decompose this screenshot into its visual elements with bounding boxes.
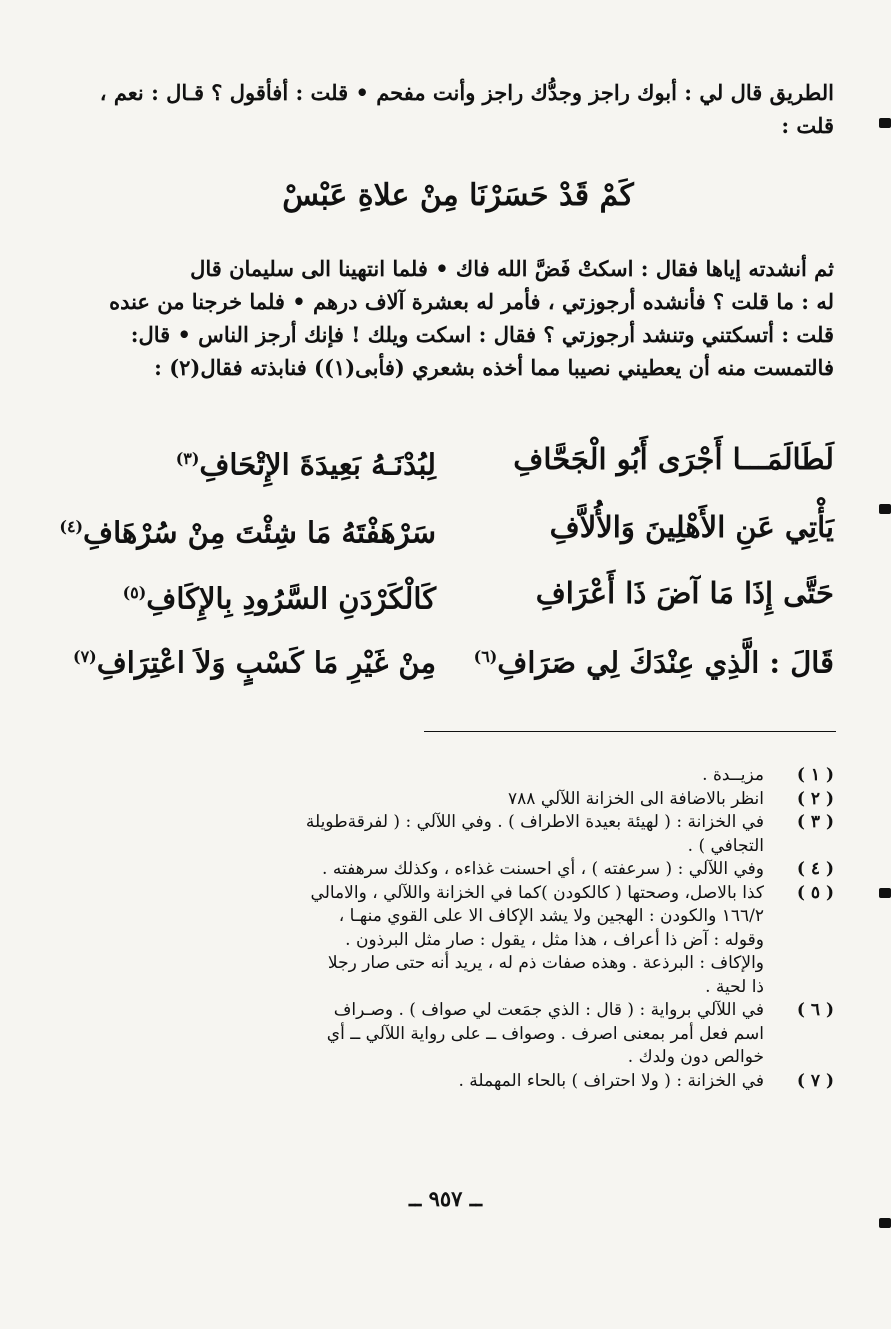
verse-row	[73, 628, 834, 686]
footnote	[82, 882, 834, 1000]
verse-row	[82, 564, 834, 622]
footnote-line: ذا لحية .	[705, 976, 764, 997]
footnote-line: في الخزانة : ( لهيئة بعيدة الاطراف ) . وفي اللآلي : ( لفرقةطويلة	[305, 812, 764, 832]
footnote-line: انظر بالاضافة الى الخزانة اللآلي ٧٨٨	[508, 788, 764, 809]
page-number: ــ ٩٥٧ ــ	[408, 1186, 483, 1211]
footnote-marker: (٥)	[122, 583, 147, 602]
footnote-number: ( ٧ )	[796, 1070, 834, 1091]
footnote	[82, 764, 834, 788]
footnote-number: ( ١ )	[796, 765, 834, 785]
footnote-number: ( ٣ )	[796, 812, 834, 832]
binding-mark	[879, 504, 891, 514]
footnote-marker: (٤)	[59, 517, 84, 536]
paragraph-line: فالتمست منه أن يعطيني نصيبا مما أخذه بشعري (فأبى(١)) فنابذته فقال(٢) :	[154, 355, 834, 380]
footnote-number: ( ٥ )	[796, 882, 834, 903]
hemistich-text: كَالْكَرْدَنِ السَّرُودِ بِالإِكَافِ	[146, 581, 436, 616]
footnote-number: ( ٢ )	[796, 788, 834, 809]
footnote-line: في اللآلي برواية : ( قال : الذي جمَعت لي صواف ) . وصـراف	[333, 1000, 764, 1020]
footnote-line: كذا بالاصل، وصحتها ( كالكودن )كما في الخزانة واللآلي ، والامالي	[310, 882, 764, 903]
verse-second-hemistich	[96, 430, 436, 494]
footnote-line: التجافي ) .	[687, 835, 764, 856]
hemistich-text: لِبُدْنَـهُ بَعِيدَةَ الإِتْحَافِ	[199, 447, 436, 482]
footnote-line: مزيــدة .	[702, 765, 764, 785]
binding-mark	[879, 1218, 891, 1228]
hemistich-text: مِنْ غَيْرِ مَا كَسْبٍ وَلاَ اعْتِرَافِ	[96, 645, 436, 680]
binding-mark	[879, 118, 891, 128]
footnote	[82, 788, 834, 812]
footnote	[82, 999, 834, 1070]
footnote-number: ( ٤ )	[796, 859, 834, 879]
verse-first-hemistich: حَتَّى إِذَا مَا آضَ ذَا أَعْرَافِ	[535, 576, 834, 610]
footnote-text	[82, 858, 764, 882]
footnote-separator	[424, 731, 836, 732]
paragraph-line: قلت : أتسكتني وتنشد أرجوزتي ؟ فقال : اسكت ويلك ! فإنك أرجز الناس • قال:	[130, 322, 834, 347]
verse-first-hemistich: يَأْتِي عَنِ الأَهْلِينَ وَالأُلاَّفِ	[549, 510, 834, 544]
footnote	[82, 1070, 834, 1094]
paragraph-line: له : ما قلت ؟ فأنشده أرجوزتي ، فأمر له بعشرة آلاف درهم • فلما خرجنا من عنده	[109, 289, 834, 314]
verse-first-hemistich: لَطَالَمَـــا أَجْرَى أَبُو الْجَحَّافِ	[513, 442, 834, 476]
footnote-text	[82, 999, 764, 1070]
footnote-marker: (٣)	[175, 449, 200, 468]
footnote-text	[82, 882, 764, 1000]
footnote-line: خوالص دون ولدك .	[627, 1047, 764, 1067]
paragraph-intro: الطريق قال لي : أبوك راجز وجدُّك راجز وأنت مفحم • قلت : أفأقول ؟ قـال : نعم ، قلت :	[99, 80, 834, 138]
footnote-text	[82, 764, 764, 788]
footnote-text	[82, 788, 764, 812]
footnote	[82, 858, 834, 882]
footnote-text	[82, 811, 764, 858]
verse-first-hemistich	[473, 628, 834, 692]
paragraph-narrative	[82, 252, 834, 384]
footnotes	[82, 764, 834, 1093]
footnote	[82, 811, 834, 858]
verse-second-hemistich	[59, 498, 436, 562]
footnote-number: ( ٦ )	[796, 1000, 834, 1020]
verse-second-hemistich	[96, 564, 436, 628]
footnote-line: في الخزانة : ( ولا احتراف ) بالحاء المهملة .	[458, 1070, 764, 1091]
verse-row	[59, 498, 834, 556]
binding-mark	[879, 888, 891, 898]
footnote-marker: (٦)	[473, 647, 498, 666]
footnote-text	[82, 1070, 764, 1094]
verse-row	[82, 430, 834, 488]
paragraph-line: ثم أنشدته إياها فقال : اسكتْ فَضَّ الله فاك • فلما انتهينا الى سليمان قال	[190, 256, 834, 281]
hemistich-text: قَالَ : الَّذِي عِنْدَكَ لِي صَرَافِ	[497, 645, 834, 680]
footnote-line: والإكاف : البرذعة . وهذه صفات ذم له ، يريد أنه حتى صار رجلا	[327, 953, 764, 973]
footnote-line: ١٦٦/٢ والكودن : الهجين ولا يشد الإكاف الا على القوي منهـا ،	[338, 906, 764, 926]
footnote-marker: (٧)	[73, 647, 97, 666]
verse-quote-centered: كَمْ قَدْ حَسَرْنَا مِنْ علاةِ عَبْسْ	[282, 178, 634, 213]
footnote-line: وفي اللآلي : ( سرعفته ) ، أي احسنت غذاءه ، وكذلك سرهفته .	[322, 859, 764, 879]
footnote-line: وقوله : آض ذا أعراف ، هذا مثل ، يقول : صار مثل البرذون .	[345, 929, 764, 950]
footnote-line: اسم فعل أمر بمعنى اصرف . وصواف ــ على رواية اللآلي ــ أي	[326, 1023, 764, 1044]
verse-second-hemistich	[73, 628, 436, 692]
hemistich-text: سَرْهَفْتَهُ مَا شِئْتَ مِنْ سُرْهَافِ	[83, 515, 436, 550]
